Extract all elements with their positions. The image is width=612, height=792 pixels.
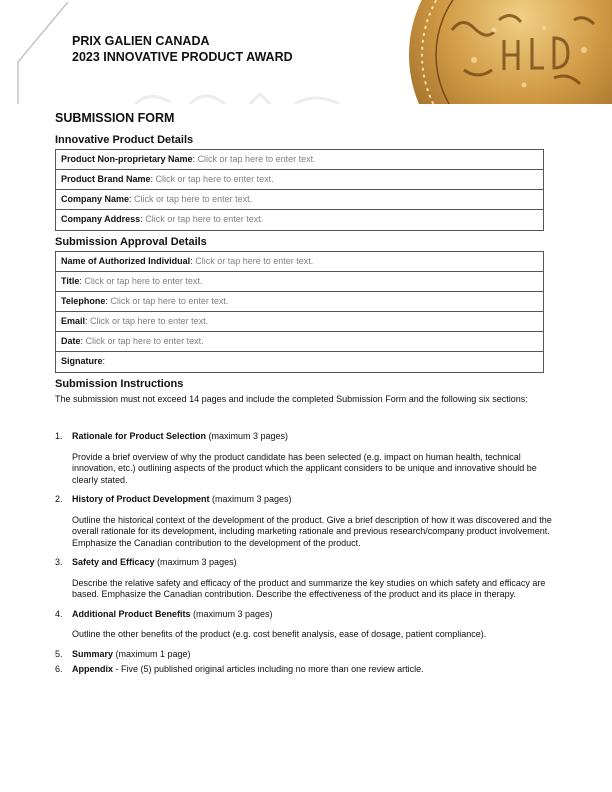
item-note: (maximum 1 page) [113, 648, 191, 659]
field-label: Email [61, 316, 86, 326]
field-label: Name of Authorized Individual [61, 256, 191, 266]
item-number: 2. [55, 494, 63, 504]
field-label: Company Address [61, 214, 141, 224]
item-title: Appendix [72, 664, 114, 674]
field-label: Product Non-proprietary Name [61, 154, 193, 164]
approval-details-table [55, 251, 544, 373]
gold-medal-image [404, 0, 612, 104]
telephone-row[interactable]: Telephone: Click or tap here to enter text. [56, 292, 543, 312]
form-title: SUBMISSION FORM [55, 111, 175, 125]
item-title: Summary [72, 648, 114, 659]
instructions-intro: The submission must not exceed 14 pages and include the completed Submission Form and the following six sections: [55, 394, 528, 404]
org-name: PRIX GALIEN CANADA [72, 34, 210, 48]
item-description: Outline the other benefits of the product (e.g. cost benefit analysis, ease of dosage, patient compliance). [72, 629, 487, 639]
item-note: (maximum 3 pages) [206, 431, 289, 441]
item-number: 6. [55, 664, 63, 674]
email-input[interactable]: Click or tap here to enter text. [90, 316, 209, 326]
instructions-list [55, 431, 555, 676]
field-label: Date [61, 336, 81, 346]
item-note: (maximum 3 pages) [209, 494, 292, 504]
title-input[interactable]: Click or tap here to enter text. [84, 276, 203, 286]
item-description: Outline the historical context of the development of the product. Give a brief description of how it was discovered and the overall rationale for its development, including marketing rationale and previous research/company product involvement. Emphasize the Canadian contribution to the development of the product. [72, 514, 552, 548]
list-item [55, 609, 555, 641]
list-item [55, 494, 555, 549]
header-accent-line [10, 0, 80, 104]
item-note: - Five (5) published original articles including no more than one review article. [113, 664, 424, 674]
header-title-block [72, 34, 293, 65]
instructions-heading: Submission Instructions [55, 378, 184, 390]
email-row[interactable]: Email: Click or tap here to enter text. [56, 312, 543, 332]
faded-logo-watermark [130, 88, 350, 104]
company-address-input[interactable]: Click or tap here to enter text. [145, 214, 264, 224]
list-item [55, 649, 555, 661]
item-title: History of Product Development [72, 494, 210, 504]
brand-name-input[interactable]: Click or tap here to enter text. [155, 174, 274, 184]
item-title: Safety and Efficacy [72, 557, 155, 567]
field-label: Telephone [61, 296, 106, 306]
product-name-row[interactable]: Product Non-proprietary Name: Click or tap here to enter text. [56, 150, 543, 170]
list-item [55, 557, 555, 601]
date-input[interactable]: Click or tap here to enter text. [85, 336, 204, 346]
product-details-table [55, 149, 544, 231]
company-name-input[interactable]: Click or tap here to enter text. [134, 194, 253, 204]
item-title: Rationale for Product Selection [72, 431, 207, 441]
medal-graphic [404, 0, 612, 104]
company-name-row[interactable]: Company Name: Click or tap here to enter text. [56, 190, 543, 210]
product-details-heading: Innovative Product Details [55, 134, 194, 146]
field-label: Product Brand Name [61, 174, 151, 184]
field-label: Signature [61, 356, 103, 366]
field-label: Title [61, 276, 80, 286]
list-item [55, 664, 555, 676]
item-note: (maximum 3 pages) [190, 608, 273, 619]
award-name: 2023 INNOVATIVE PRODUCT AWARD [72, 49, 293, 64]
item-description: Provide a brief overview of why the product candidate has been selected (e.g. impact on human health, technical innovation, etc.) outlining aspects of the product which the applicant considers to be unique and innovative should be clearly stated. [72, 451, 537, 485]
item-description: Describe the relative safety and efficacy of the product and summarize the key studies on which safety and efficacy are based. Emphasize the Canadian contribution. Describe the effectiveness of the product and its place in therapy. [72, 577, 546, 599]
item-number: 4. [55, 608, 63, 619]
brand-name-row[interactable]: Product Brand Name: Click or tap here to enter text. [56, 170, 543, 190]
field-label: Company Name [61, 194, 130, 204]
item-number: 3. [55, 557, 63, 567]
item-number: 1. [55, 431, 63, 441]
date-row[interactable]: Date: Click or tap here to enter text. [56, 332, 543, 352]
signature-row[interactable]: Signature: [61, 356, 106, 366]
authorized-name-row[interactable]: Name of Authorized Individual: Click or tap here to enter text. [56, 252, 543, 272]
list-item [55, 431, 555, 486]
company-address-row[interactable]: Company Address: Click or tap here to enter text. [61, 214, 264, 224]
title-row[interactable]: Title: Click or tap here to enter text. [56, 272, 543, 292]
authorized-name-input[interactable]: Click or tap here to enter text. [195, 256, 314, 266]
page-header [0, 0, 612, 104]
item-number: 5. [55, 648, 63, 659]
product-name-input[interactable]: Click or tap here to enter text. [197, 154, 316, 164]
approval-details-heading: Submission Approval Details [55, 236, 207, 248]
item-title: Additional Product Benefits [72, 608, 191, 619]
telephone-input[interactable]: Click or tap here to enter text. [110, 296, 229, 306]
item-note: (maximum 3 pages) [154, 557, 237, 567]
